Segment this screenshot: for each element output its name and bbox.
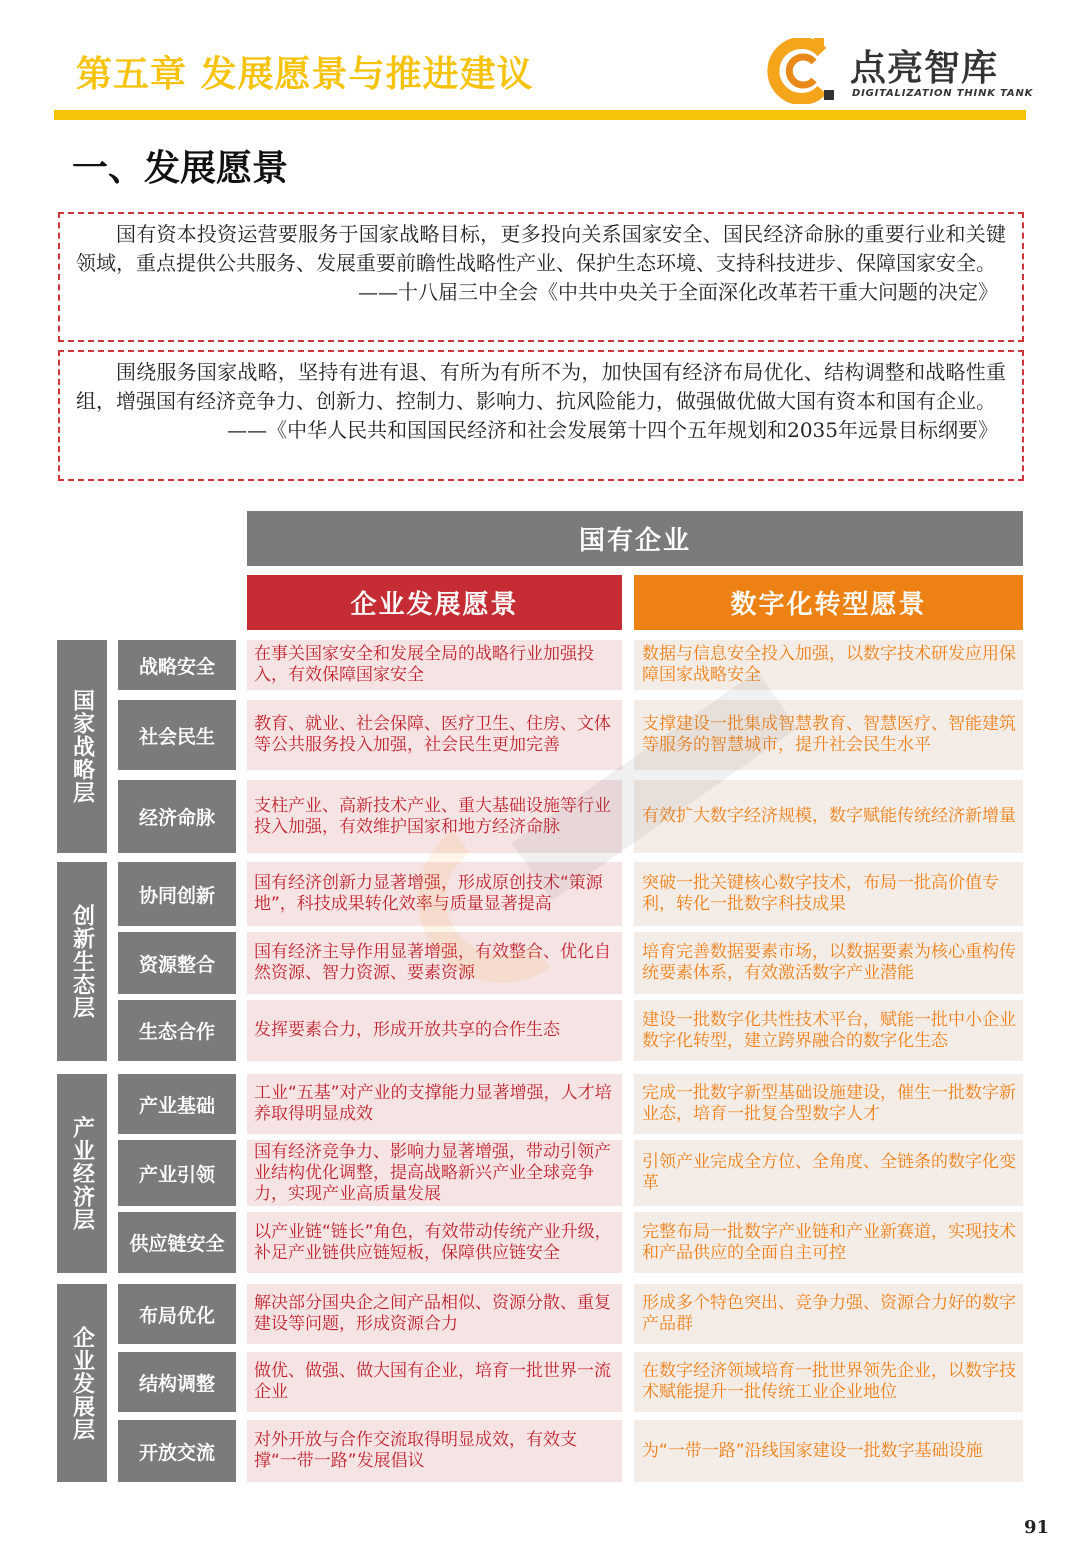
- title-rule: [54, 110, 1026, 120]
- column-header-enterprise: 企业发展愿景: [247, 575, 622, 630]
- enterprise-vision-cell: 在事关国家安全和发展全局的战略行业加强投入，有效保障国家安全: [247, 640, 622, 690]
- table-row: [118, 1140, 1023, 1206]
- table-row: [118, 1352, 1023, 1412]
- quote-text: 国有资本投资运营要服务于国家战略目标，更多投向关系国家安全、国民经济命脉的重要行业和关键领域，重点提供公共服务、发展重要前瞻性战略性产业、保护生态环境、支持科技进步、保障国家安全。: [76, 222, 1006, 275]
- layer-innovation-ecology: 创新生态层: [57, 862, 107, 1061]
- row-label: 生态合作: [118, 1000, 236, 1061]
- enterprise-vision-cell: 做优、做强、做大国有企业，培育一批世界一流企业: [247, 1352, 622, 1412]
- table-row: [118, 1074, 1023, 1134]
- row-label: 布局优化: [118, 1284, 236, 1344]
- enterprise-vision-cell: 工业“五基”对产业的支撑能力显著增强，人才培养取得明显成效: [247, 1074, 622, 1134]
- digital-vision-cell: 有效扩大数字经济规模，数字赋能传统经济新增量: [634, 780, 1023, 853]
- digital-vision-cell: 培育完善数据要素市场，以数据要素为核心重构传统要素体系，有效激活数字产业潜能: [634, 932, 1023, 994]
- row-label: 产业基础: [118, 1074, 236, 1134]
- quote-source: ——十八届三中全会《中共中央关于全面深化改革若干重大问题的决定》: [358, 280, 998, 304]
- digital-vision-cell: 突破一批关键核心数字技术，布局一批高价值专利，转化一批数字科技成果: [634, 862, 1023, 926]
- table-row: [118, 862, 1023, 926]
- logo: [766, 38, 1036, 108]
- digital-vision-cell: 形成多个特色突出、竞争力强、资源合力好的数字产品群: [634, 1284, 1023, 1344]
- logo-subtitle: DIGITALIZATION THINK TANK: [852, 88, 1034, 99]
- column-header-digital: 数字化转型愿景: [634, 575, 1023, 630]
- row-label: 供应链安全: [118, 1212, 236, 1273]
- digital-vision-cell: 建设一批数字化共性技术平台，赋能一批中小企业数字化转型，建立跨界融合的数字化生态: [634, 1000, 1023, 1061]
- digital-vision-cell: 支撑建设一批集成智慧教育、智慧医疗、智能建筑等服务的智慧城市，提升社会民生水平: [634, 700, 1023, 770]
- logo-brand: 点亮智库: [850, 48, 999, 89]
- enterprise-vision-cell: 发挥要素合力，形成开放共享的合作生态: [247, 1000, 622, 1061]
- quote-source: ——《中华人民共和国国民经济和社会发展第十四个五年规划和2035年远景目标纲要》: [227, 418, 998, 442]
- digital-vision-cell: 引领产业完成全方位、全角度、全链条的数字化变革: [634, 1140, 1023, 1206]
- digital-vision-cell: 在数字经济领域培育一批世界领先企业，以数字技术赋能提升一批传统工业企业地位: [634, 1352, 1023, 1412]
- enterprise-vision-cell: 国有经济主导作用显著增强，有效整合、优化自然资源、智力资源、要素资源: [247, 932, 622, 994]
- digital-vision-cell: 完成一批数字新型基础设施建设，催生一批数字新业态，培育一批复合型数字人才: [634, 1074, 1023, 1134]
- table-row: [118, 1212, 1023, 1273]
- chapter-title: 第五章 发展愿景与推进建议: [76, 54, 534, 95]
- enterprise-vision-cell: 以产业链“链长”角色，有效带动传统产业升级，补足产业链供应链短板，保障供应链安全: [247, 1212, 622, 1273]
- page-number: 91: [1024, 1517, 1050, 1538]
- row-label: 协同创新: [118, 862, 236, 926]
- quote-text: 围绕服务国家战略，坚持有进有退、有所为有所不为，加快国有经济布局优化、结构调整和战略性重组，增强国有经济竞争力、创新力、控制力、影响力、抗风险能力，做强做优做大国有资本和国有企业。: [76, 360, 1006, 413]
- enterprise-vision-cell: 国有经济竞争力、影响力显著增强，带动引领产业结构优化调整，提高战略新兴产业全球竞争力，实现产业高质量发展: [247, 1140, 622, 1206]
- quote-box: [58, 212, 1024, 342]
- section-title: 一、发展愿景: [72, 148, 289, 189]
- enterprise-vision-cell: 支柱产业、高新技术产业、重大基础设施等行业投入加强，有效维护国家和地方经济命脉: [247, 780, 622, 853]
- layer-national-strategy: 国家战略层: [57, 640, 107, 853]
- layer-enterprise-development: 企业发展层: [57, 1284, 107, 1482]
- layer-industrial-economy: 产业经济层: [57, 1074, 107, 1273]
- table-row: [118, 700, 1023, 770]
- table-row: [118, 932, 1023, 994]
- enterprise-vision-cell: 国有经济创新力显著增强，形成原创技术“策源地”，科技成果转化效率与质量显著提高: [247, 862, 622, 926]
- table-row: [118, 780, 1023, 853]
- row-label: 战略安全: [118, 640, 236, 690]
- row-label: 经济命脉: [118, 780, 236, 853]
- logo-c-icon: [766, 38, 836, 104]
- enterprise-vision-cell: 解决部分国央企之间产品相似、资源分散、重复建设等问题，形成资源合力: [247, 1284, 622, 1344]
- quote-box: [58, 350, 1024, 481]
- digital-vision-cell: 完整布局一批数字产业链和产业新赛道，实现技术和产品供应的全面自主可控: [634, 1212, 1023, 1273]
- digital-vision-cell: 数据与信息安全投入加强，以数字技术研发应用保障国家战略安全: [634, 640, 1023, 690]
- table-header-soe: 国有企业: [247, 511, 1023, 566]
- table-row: [118, 1420, 1023, 1482]
- row-label: 社会民生: [118, 700, 236, 770]
- row-label: 开放交流: [118, 1420, 236, 1482]
- row-label: 资源整合: [118, 932, 236, 994]
- row-label: 结构调整: [118, 1352, 236, 1412]
- table-row: [118, 640, 1023, 690]
- table-row: [118, 1284, 1023, 1344]
- row-label: 产业引领: [118, 1140, 236, 1206]
- enterprise-vision-cell: 教育、就业、社会保障、医疗卫生、住房、文体等公共服务投入加强，社会民生更加完善: [247, 700, 622, 770]
- digital-vision-cell: 为“一带一路”沿线国家建设一批数字基础设施: [634, 1420, 1023, 1482]
- table-row: [118, 1000, 1023, 1061]
- enterprise-vision-cell: 对外开放与合作交流取得明显成效，有效支撑“一带一路”发展倡议: [247, 1420, 622, 1482]
